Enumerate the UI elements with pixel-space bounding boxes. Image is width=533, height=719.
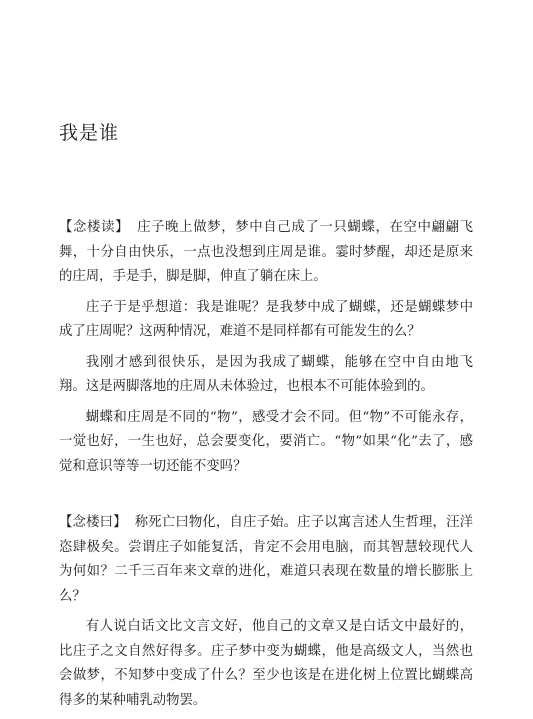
article-body [59,216,473,719]
section2-first-text: 称死亡曰物化，自庄子始。庄子以寓言述人生哲理，汪洋恣肆极矣。尝谓庄子如能复活，肯定不会用电脑，而其智慧较现代人为何如？二千三百年来文章的进化，难道只表现在数量的增长膨胀上么？ [59,515,474,604]
section1-first-text: 庄子晚上做梦，梦中自己成了一只蝴蝶，在空中翩翩飞舞，十分自由快乐，一点也没想到庄周是谁。霎时梦醒，却还是原来的庄周，手是手，脚是脚，伸直了躺在床上。 [59,220,473,284]
section1-tag: 【念楼读】 [59,220,130,235]
page-title: 我是谁 [59,122,120,144]
section-divider-space [59,485,473,511]
section1-first-paragraph [59,216,473,290]
section2-first-paragraph [59,511,473,609]
section1-paragraph: 庄子于是乎想道：我是谁呢？是我梦中成了蝴蝶，还是蝴蝶梦中成了庄周呢？这两种情况，难道不是同样都有可能发生的么？ [59,299,473,339]
section1-paragraph: 蝴蝶和庄周是不同的“物”，感受才会不同。但“物”不可能永存，一觉也好，一生也好，总会要变化，要消亡。“物”如果“化”去了，感觉和意识等等一切还能不变吗？ [59,409,473,474]
section2-tag: 【念楼曰】 [59,515,127,530]
section1-paragraph: 我刚才感到很快乐，是因为我成了蝴蝶，能够在空中自由地飞翔。这是两脚落地的庄周从未体验过，也根本不可能体验到的。 [59,354,473,394]
section2-paragraph: 有人说白话文比文言文好，他自己的文章又是白话文中最好的，比庄子之文自然好得多。庄子梦中变为蝴蝶，他是高级文人，当然也会做梦，不知梦中变成了什么？至少也该是在进化树上位置比蝴蝶高得多的某种哺乳动物罢。 [59,619,473,708]
